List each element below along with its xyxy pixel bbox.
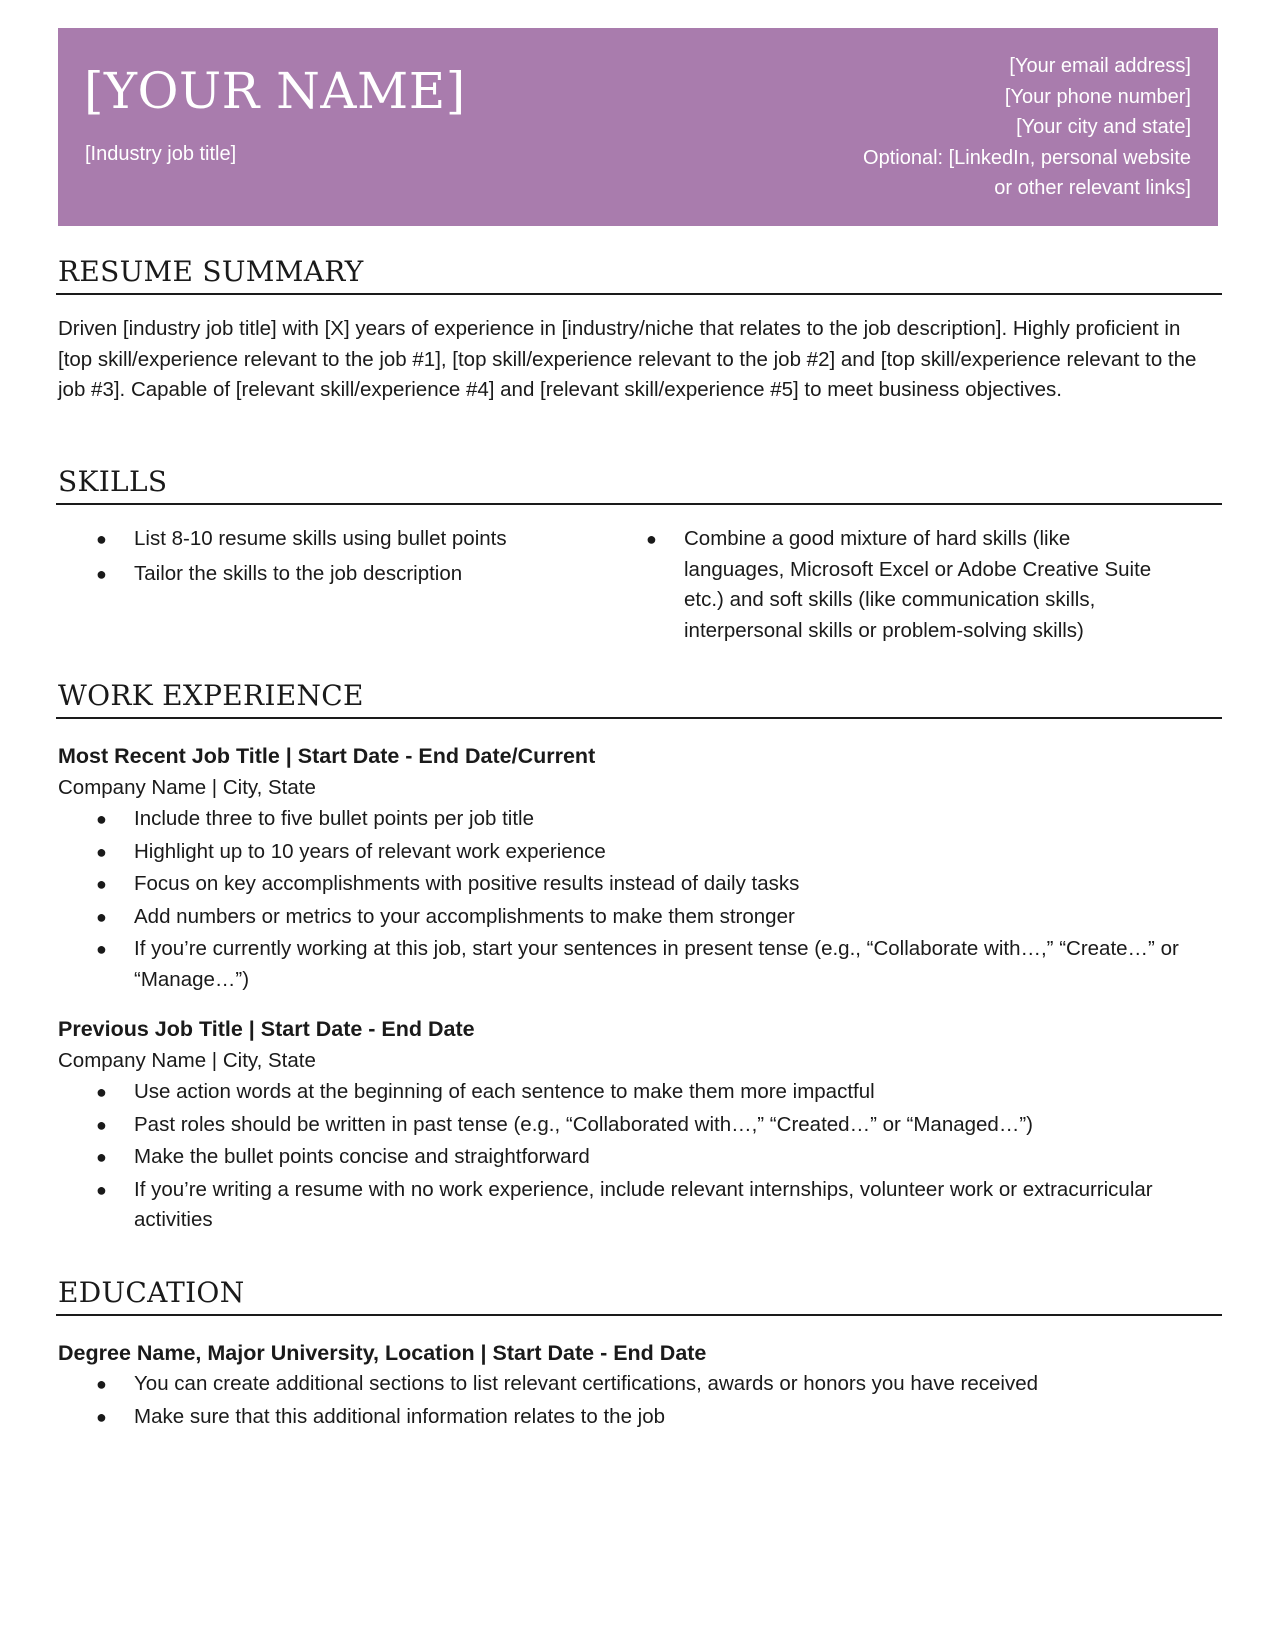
job-bullet: ● Include three to five bullet points per job title — [56, 804, 1222, 835]
job-bullet: ● If you’re writing a resume with no work experience, include relevant internships, volunteer work or extracurricular activities — [56, 1175, 1222, 1236]
job-bullets — [56, 804, 1222, 995]
education-bullet: ● You can create additional sections to list relevant certifications, awards or honors you have received — [56, 1369, 1222, 1400]
bullet-icon: ● — [96, 563, 107, 584]
contact-links-line-2: or other relevant links] — [994, 177, 1191, 199]
job-heading: Previous Job Title | Start Date - End Date — [58, 1017, 475, 1041]
experience-title: WORK EXPERIENCE — [56, 678, 1222, 719]
job-heading: Most Recent Job Title | Start Date - End Date/Current — [58, 744, 596, 768]
summary-title: RESUME SUMMARY — [56, 254, 1222, 295]
bullet-icon: ● — [96, 841, 107, 862]
education-bullet: ● Make sure that this additional information relates to the job — [56, 1402, 1222, 1433]
job-bullet: ● Highlight up to 10 years of relevant work experience — [56, 837, 1222, 868]
contact-location: [Your city and state] — [1016, 116, 1191, 138]
skills-title: SKILLS — [56, 464, 1222, 505]
contact-block — [863, 51, 1191, 204]
experience-section — [56, 678, 1222, 1236]
skill-item: ● Tailor the skills to the job description — [56, 559, 596, 590]
job-entry — [56, 740, 1222, 995]
education-title: EDUCATION — [56, 1275, 1222, 1316]
contact-email: [Your email address] — [1009, 55, 1191, 77]
education-bullets — [56, 1369, 1222, 1432]
job-bullet: ● Focus on key accomplishments with positive results instead of daily tasks — [56, 869, 1222, 900]
job-bullet: ● If you’re currently working at this job, start your sentences in present tense (e.g., “Collaborate with…,” “Create…” or “Manage…”) — [56, 934, 1222, 995]
header-banner — [58, 28, 1218, 226]
summary-section — [56, 254, 1222, 406]
bullet-icon: ● — [96, 1374, 107, 1394]
bullet-icon: ● — [96, 874, 107, 894]
skills-section — [56, 464, 1222, 664]
bullet-icon: ● — [96, 1082, 107, 1102]
job-company: Company Name | City, State — [58, 1049, 316, 1072]
job-company: Company Name | City, State — [58, 776, 316, 799]
bullet-icon: ● — [646, 529, 657, 549]
job-bullet: ● Make the bullet points concise and straightforward — [56, 1142, 1222, 1173]
job-bullet: ● Past roles should be written in past tense (e.g., “Collaborated with…,” “Created…” or “Managed…”) — [56, 1110, 1222, 1141]
bullet-icon: ● — [96, 529, 107, 549]
skill-item: ● Combine a good mixture of hard skills (like languages, Microsoft Excel or Adobe Creative Suite etc.) and soft skills (like communication skills, interpersonal skills or problem-solving skills) — [606, 524, 1166, 646]
education-heading: Degree Name, Major University, Location | Start Date - End Date — [58, 1341, 707, 1365]
skill-item: ● List 8-10 resume skills using bullet points — [56, 524, 596, 555]
bullet-icon: ● — [96, 939, 107, 959]
bullet-icon: ● — [96, 1406, 107, 1427]
bullet-icon: ● — [96, 906, 107, 927]
job-bullets — [56, 1077, 1222, 1236]
contact-phone: [Your phone number] — [1004, 85, 1191, 108]
candidate-name: [YOUR NAME] — [84, 62, 466, 120]
skills-columns — [56, 524, 1222, 664]
education-section — [56, 1275, 1222, 1432]
bullet-icon: ● — [96, 1147, 107, 1167]
bullet-icon: ● — [96, 1179, 107, 1200]
bullet-icon: ● — [96, 809, 107, 829]
skills-column-right — [606, 524, 1166, 646]
candidate-job-title: [Industry job title] — [85, 143, 237, 165]
summary-text: Driven [industry job title] with [X] years of experience in [industry/niche that relates to the job description]. Highly proficient in [top skill/experience relevant to the job #1], [top skill/experience relevant to the job #2] and [top skill/experience relevant to the job #3]. Capable of [relevant skill/experience #4] and [relevant skill/experience #5] to meet business objectives. — [58, 317, 1197, 401]
skills-column-left — [56, 524, 596, 589]
contact-links-line-1: Optional: [LinkedIn, personal website — [863, 146, 1191, 169]
job-bullet: ● Add numbers or metrics to your accomplishments to make them stronger — [56, 902, 1222, 933]
bullet-icon: ● — [96, 1114, 107, 1135]
job-entry — [56, 1013, 1222, 1236]
job-bullet: ● Use action words at the beginning of each sentence to make them more impactful — [56, 1077, 1222, 1108]
